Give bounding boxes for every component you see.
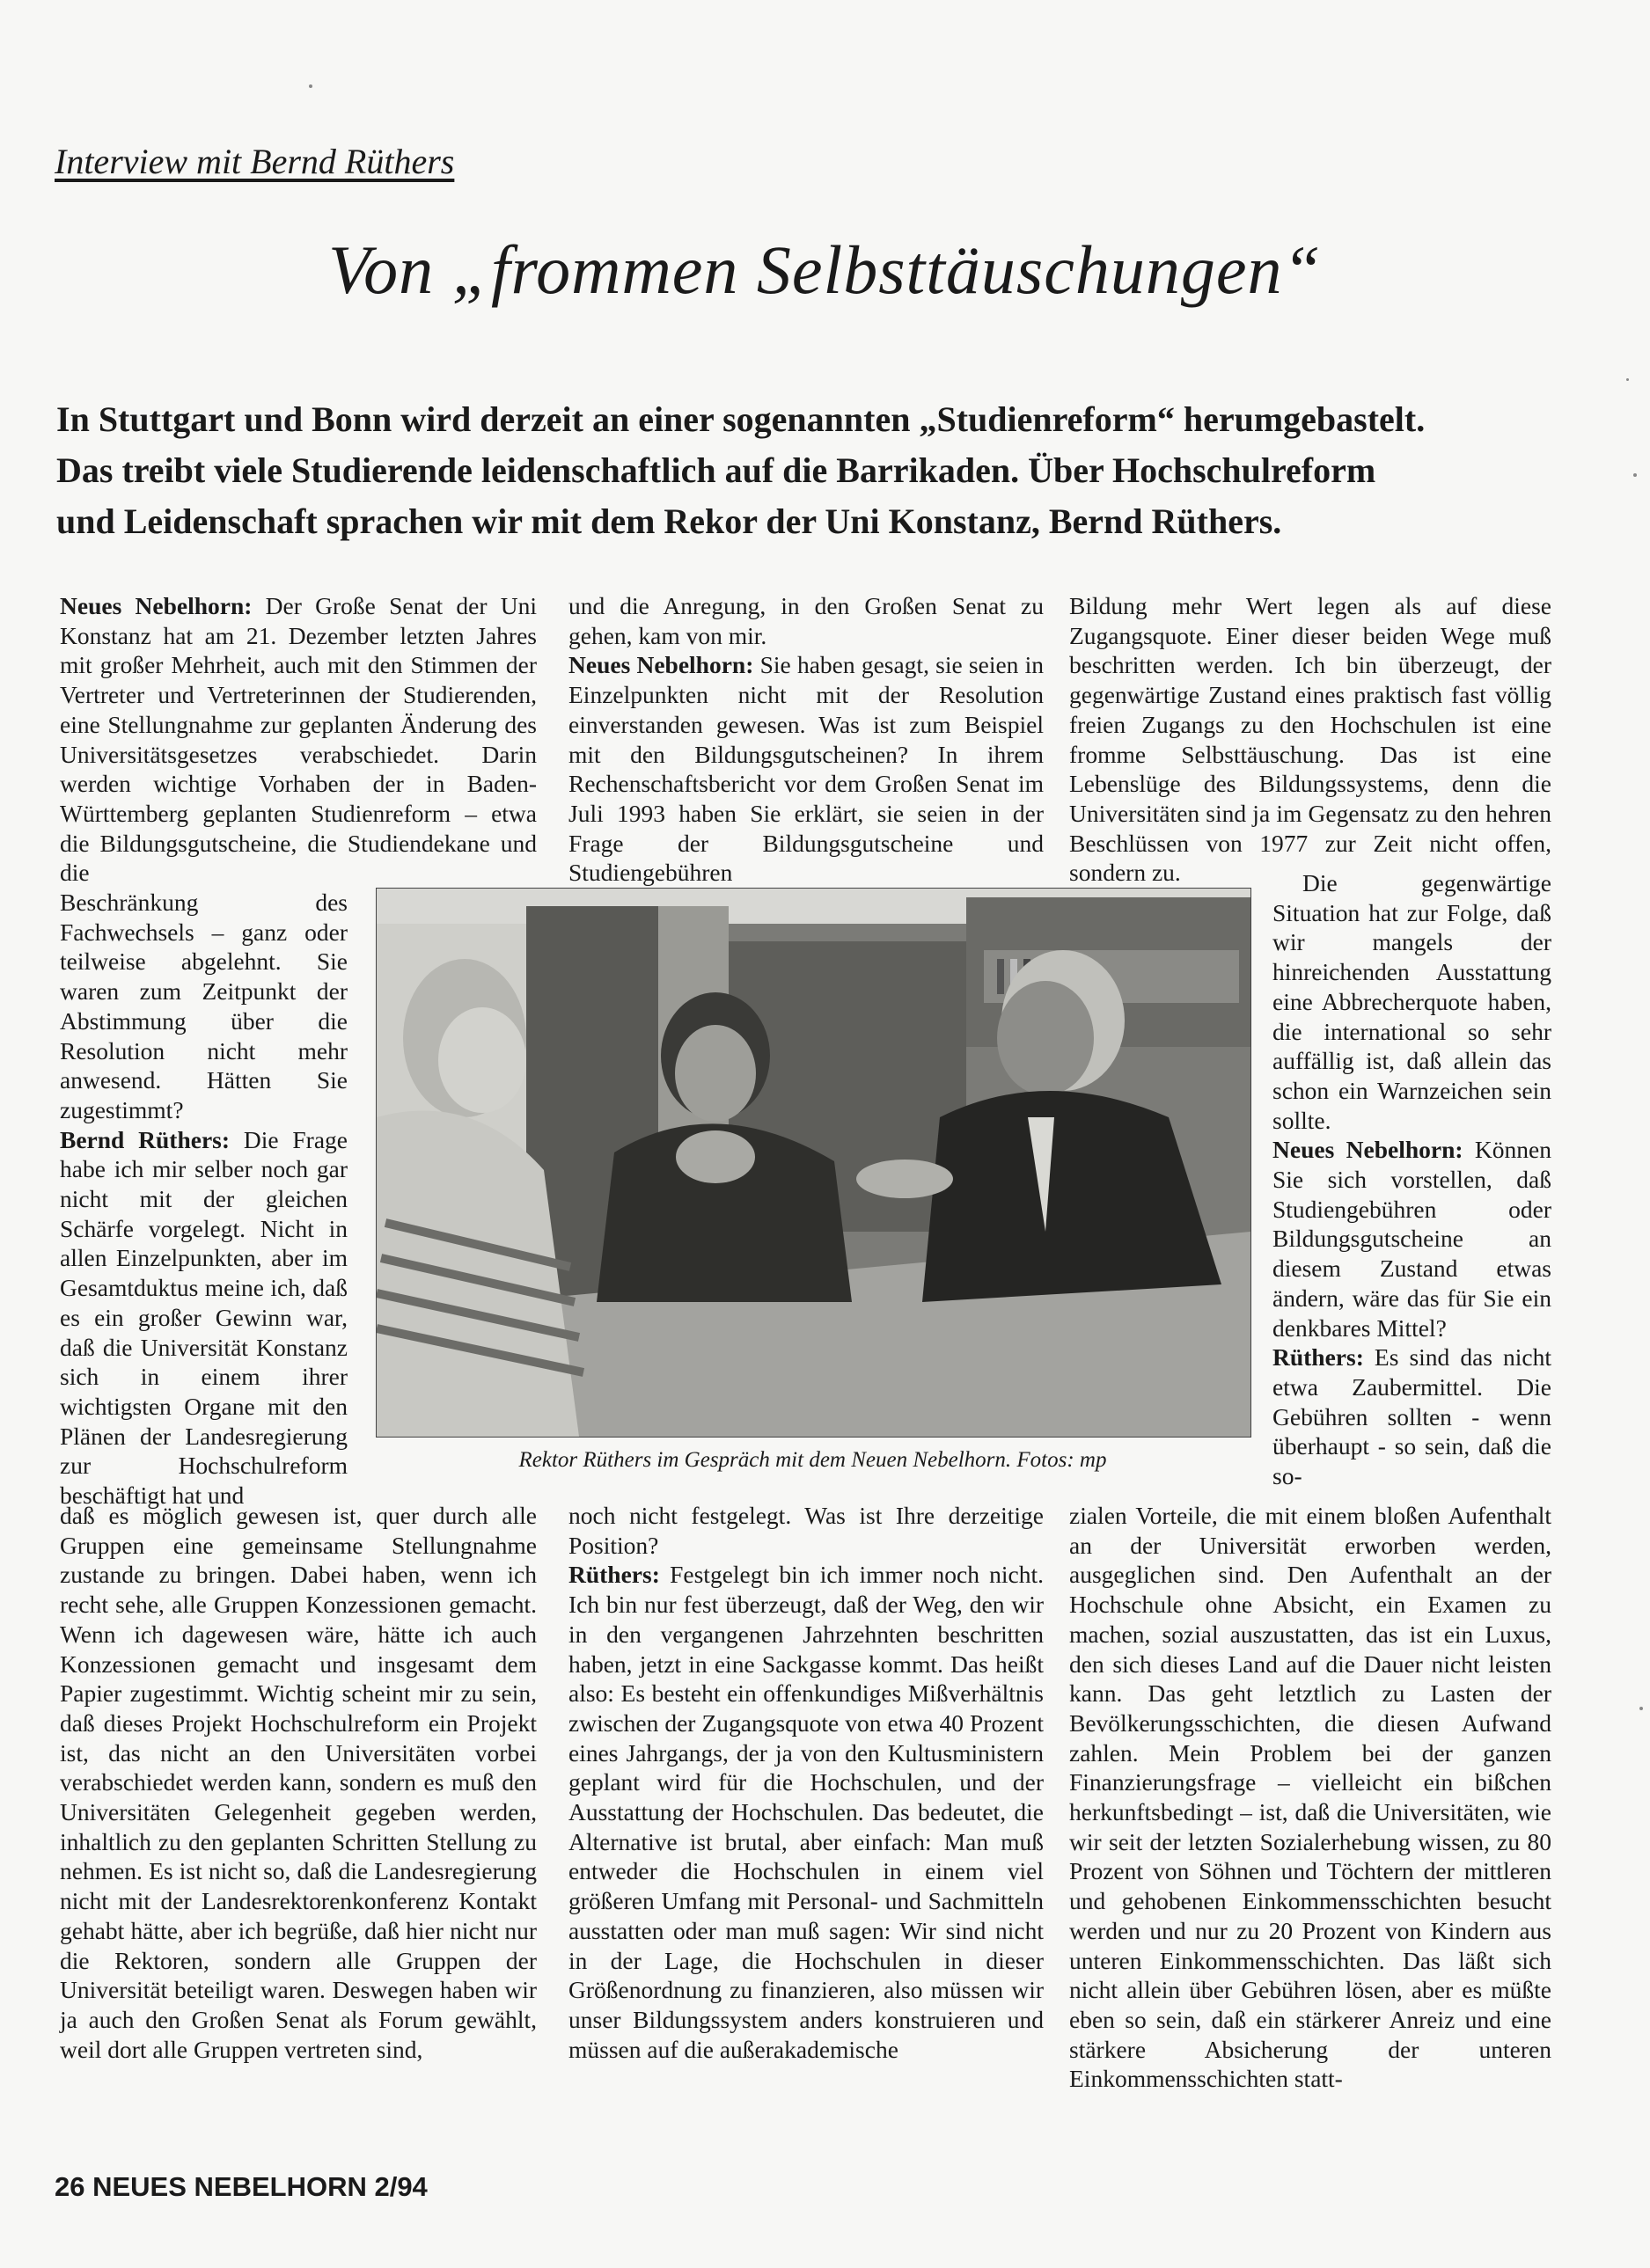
- speaker-label: Neues Nebelhorn:: [60, 592, 253, 619]
- article-lead: [56, 394, 1517, 547]
- paragraph-text: und die Anregung, in den Großen Senat zu gehen, kam von mir.: [568, 592, 1044, 649]
- speaker-label: Neues Nebelhorn:: [568, 651, 754, 679]
- speaker-label: Bernd Rüthers:: [60, 1125, 231, 1153]
- speaker-label: Neues Nebelhorn:: [1272, 1136, 1463, 1164]
- column-1-beside-photo: [60, 888, 348, 1511]
- speaker-label: Rüthers:: [568, 1561, 660, 1589]
- paragraph-text: Bildung mehr Wert legen als auf diese Zugangsquote. Einer dieser beiden Wege muß beschritten werden. Ich bin überzeugt, der gegenwärtige Zustand eines praktisch fast völlig freien Zugangs zu den Hochschulen ist eine fromme Selbsttäuschung. Das ist eine Lebenslüge des Bildungssystems, denn die Universitäten sind ja im Gegensatz zu den hehren Beschlüssen von 1977 zur Zeit nicht offen, sondern zu.: [1069, 592, 1551, 887]
- lead-line: Das treibt viele Studierende leidenschaftlich auf die Barrikaden. Über Hochschulreform: [56, 450, 1376, 490]
- column-1-bottom: [60, 1501, 537, 2064]
- paragraph-text: Können Sie sich vorstellen, daß Studiengebühren oder Bildungsgutscheine an diesem Zustand etwas ändern, wäre das für Sie ein denkbares Mittel?: [1272, 1136, 1551, 1342]
- lead-line: und Leidenschaft sprachen wir mit dem Rekor der Uni Konstanz, Bernd Rüthers.: [56, 501, 1282, 541]
- paragraph-text: zialen Vorteile, die mit einem bloßen Aufenthalt an der Universität erworben werden, ausgeglichen sind. Den Aufenthalt an der Hochschule ohne Absicht, ein Examen zu machen, sozial auszustatten, das ist ein Luxus, den sich dieses Land auf die Dauer nicht leisten kann. Das geht letztlich zu Lasten der Bevölkerungsschichten, die diesen Aufwand zahlen. Mein Problem bei der ganzen Finanzierungsfrage – vielleicht ein bißchen herkunftsbedingt – ist, daß die Universitäten, wie wir seit der letzten Sozialerhebung wissen, zu 80 Prozent von Söhnen und Töchtern der mittleren und gehobenen Einkommensschichten besucht werden und nur zu 20 Prozent von Kindern aus unteren Einkommensschichten. Das läßt sich nicht allein über Gebühren lösen, aber es müßte eben so sein, daß ein stärkerer Anreiz und eine stärkere Absicherung der unteren Einkommensschichten statt-: [1069, 1502, 1551, 2093]
- photo-caption: Rektor Rüthers im Gespräch mit dem Neuen Nebelhorn. Fotos: mp: [518, 1448, 1107, 1472]
- speaker-label: Rüthers:: [1272, 1343, 1364, 1372]
- paragraph-text: Beschränkung des Fachwechsels – ganz oder teilweise abgelehnt. Sie waren zum Zeitpunkt der Abstimmung über die Resolution nicht mehr anwesend. Hätten Sie zugestimmt?: [60, 889, 348, 1123]
- paragraph-text: Die Frage habe ich mir selber noch gar nicht mit der gleichen Schärfe vorgelegt. Nicht in allen Einzelpunkten, aber im Gesamtduktus meine ich, daß es ein großer Gewinn war, daß die Universität Konstanz sich in einem ihrer wichtigsten Organe mit den Plänen der Landesregierung zur Hochschulreform beschäftigt hat und: [60, 1125, 348, 1510]
- paragraph-text: Festgelegt bin ich immer noch nicht. Ich bin nur fest überzeugt, daß der Weg, den wir in den vergangenen Jahrzehnten beschritten haben, jetzt in eine Sackgasse kommt. Das heißt also: Es besteht ein offenkundiges Mißverhältnis zwischen der Zugangsquote von etwa 40 Prozent eines Jahrgangs, der ja von den Kultusministern geplant wird für die Hochschulen, und der Ausstattung der Hochschulen. Das bedeutet, die Alternative ist brutal, aber einfach: Man muß entweder die Hochschulen in einem viel größeren Umfang mit Personal- und Sachmitteln ausstatten oder man muß sagen: Wir sind nicht in der Lage, die Hochschulen in dieser Größenordnung zu finanzieren, also müssen wir unser Bildungssystem anders konstruieren und müssen auf die außerakademische: [568, 1561, 1045, 2063]
- paragraph-text: Die gegenwärtige Situation hat zur Folge, daß wir mangels der hinreichenden Ausstattung eine Abbrecherquote haben, die international so sehr auffällig ist, daß allein das schon ein Warnzeichen sein sollte.: [1272, 869, 1551, 1134]
- column-3-top: [1069, 591, 1551, 888]
- paragraph-text: noch nicht festgelegt. Was ist Ihre derzeitige Position?: [568, 1502, 1044, 1559]
- page-footer: 26 NEUES NEBELHORN 2/94: [55, 2171, 428, 2202]
- interview-photo-image: [377, 889, 1250, 1437]
- column-2-bottom: [568, 1501, 1044, 2064]
- article-kicker: Interview mit Bernd Rüthers: [55, 142, 455, 181]
- column-1-top: [60, 591, 537, 888]
- paragraph-text: Sie haben gesagt, sie seien in Einzelpunkten nicht mit der Resolution einverstanden gewesen. Was ist zum Beispiel mit den Bildungsgutscheinen? In ihrem Rechenschaftsbericht vor dem Großen Senat im Juli 1993 haben Sie erklärt, sie seien in der Frage der Bildungsgutscheine und Studiengebühren: [568, 651, 1045, 887]
- lead-line: In Stuttgart und Bonn wird derzeit an einer sogenannten „Studienreform“ herumgebastelt.: [56, 399, 1426, 439]
- paragraph-text: Es sind das nicht etwa Zaubermittel. Die Gebühren sollten - wenn überhaupt - so sein, daß die so-: [1272, 1343, 1551, 1490]
- article-headline: Von „frommen Selbsttäuschungen“: [328, 231, 1322, 308]
- column-3-beside-photo: [1272, 868, 1551, 1491]
- interview-photo: [376, 888, 1251, 1438]
- column-2-top: [568, 591, 1044, 888]
- column-3-bottom: [1069, 1501, 1551, 2094]
- paragraph-text: daß es möglich gewesen ist, quer durch alle Gruppen eine gemeinsame Stellungnahme zustande zu bringen. Dabei haben, wenn ich recht sehe, alle Gruppen Konzessionen gemacht. Wenn ich dagewesen wäre, hätte ich auch Konzessionen gemacht und insgesamt dem Papier zugestimmt. Wichtig scheint mir zu sein, daß dieses Projekt Hochschulreform ein Projekt ist, das nicht an den Universitäten vorbei verabschiedet werden kann, sondern es muß den Universitäten Gelegenheit gegeben werden, inhaltlich zu den geplanten Schritten Stellung zu nehmen. Es ist nicht so, daß die Landesregierung nicht mit der Landesrektorenkonferenz Kontakt gehabt hätte, aber ich begrüße, daß hier nicht nur die Rektoren, sondern alle Gruppen der Universität beteiligt waren. Deswegen haben wir ja auch den Großen Senat als Forum gewählt, weil dort alle Gruppen vertreten sind,: [60, 1502, 537, 2063]
- paragraph-text: Der Große Senat der Uni Konstanz hat am 21. Dezember letzten Jahres mit großer Mehrheit, auch mit den Stimmen der Vertreter und Vertreterinnen der Studierenden, eine Stellungnahme zur geplanten Änderung des Universitätsgesetzes verabschiedet. Darin werden wichtige Vorhaben der in Baden-Württemberg geplanten Studienreform – etwa die Bildungsgutscheine, die Studiendekane und die: [60, 592, 537, 887]
